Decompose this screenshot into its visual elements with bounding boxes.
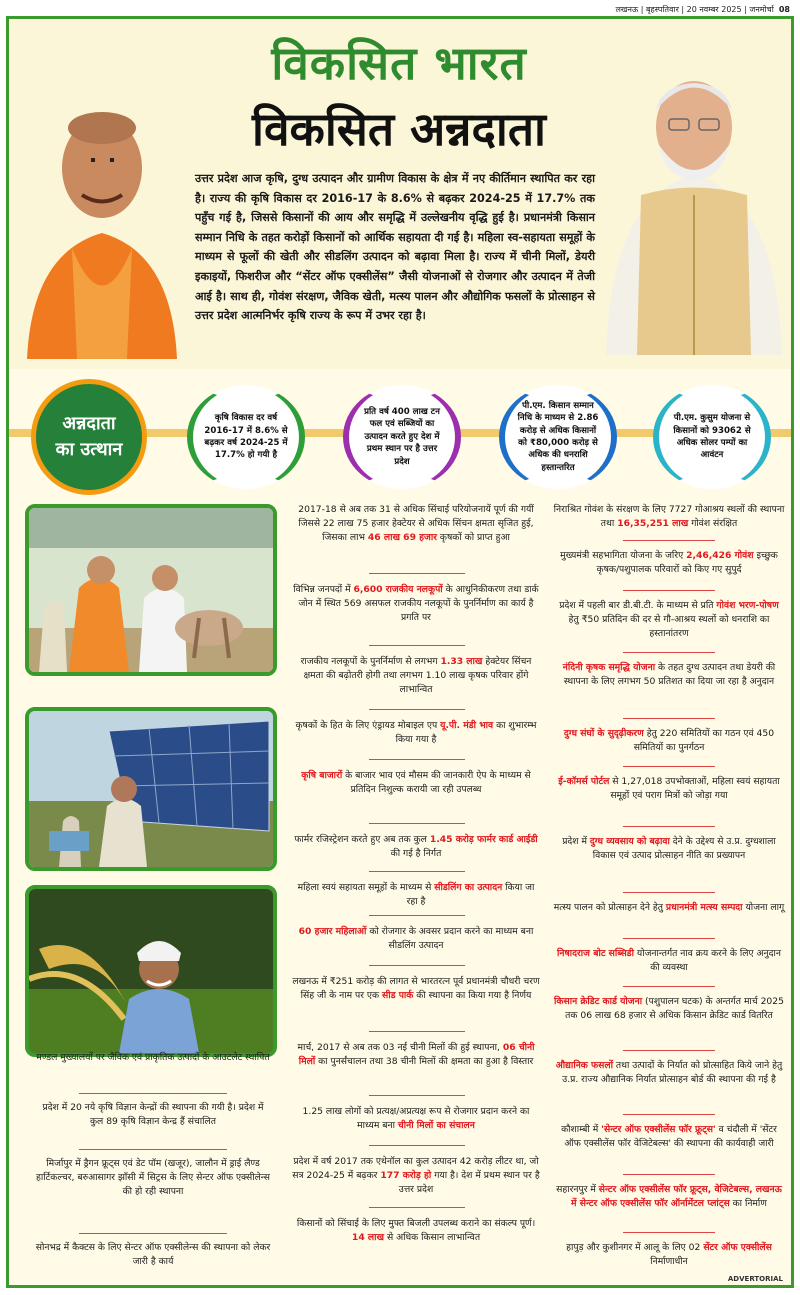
- divider: [369, 709, 465, 710]
- highlight-text: यू.पी. मंडी भाव: [440, 720, 494, 731]
- mid-col-item: कृषि बाजारों के बाजार भाव एवं मौसम की जानकारी ऐप के माध्यम से प्रतिदिन निशुल्क करायी जा रही उपलब्ध: [301, 770, 531, 795]
- mid-col-item: लखनऊ में ₹251 करोड़ की लागत से भारतरत्न पूर्व प्रधानमंत्री चौधरी चरण सिंह जी के नाम पर एक सीड पार्क की स्थापना का किया गया है निर्णय: [292, 976, 540, 1001]
- divider: [623, 590, 715, 591]
- divider: [79, 1093, 227, 1094]
- mid-col-item: राजकीय नलकूपों के पुनर्निर्माण से लगभग 1.33 लाख हेक्टेयर सिंचन क्षमता की बढ़ोतरी होगी तथा लगभग 1.10 लाख कृषक परिवार होंगे लाभान्वित: [300, 656, 532, 695]
- highlight-text: ई-कॉमर्स पोर्टल: [558, 776, 610, 787]
- highlight-text: सेन्टर ऑफ एक्सीलेंस फॉर फ्रूट्स, वेजिटेबल्स, लखनऊ में सेन्टर ऑफ एक्सीलेंस फॉर ऑर्नामेंटल प्लांट्स: [571, 1184, 782, 1209]
- highlight-text: नंदिनी कृषक समृद्धि योजना: [562, 662, 656, 673]
- highlight-text: दुग्ध व्यवसाय को बढ़ावा: [589, 836, 670, 847]
- mid-col-item: 60 हजार महिलाओं को रोजगार के अवसर प्रदान करने का माध्यम बना सीडलिंग उत्पादन: [298, 926, 534, 951]
- highlight-text: 2,46,426 गोवंश: [686, 550, 754, 561]
- highlight-text: 14 लाख: [351, 1232, 385, 1243]
- right-col-item: कौशाम्बी में 'सेन्टर ऑफ एक्सीलेंस फॉर फ्रूट्स' व चंदौली में 'सेंटर ऑफ एक्सीलेंस फॉर वेजिटेबल्स' की स्थापना की कार्यवाही जारी: [561, 1124, 777, 1149]
- right-col-item: निराश्रित गोवंश के संरक्षण के लिए 7727 गोआश्रय स्थलों की स्थापना तथा 16,35,251 लाख गोवंश संरक्षित: [553, 504, 785, 529]
- divider: [623, 826, 715, 827]
- divider: [623, 1050, 715, 1051]
- right-col-item: प्रदेश में दुग्ध व्यवसाय को बढ़ावा देने के उद्देश्य से उ.प्र. दुग्धशाला विकास एवं उत्पाद प्रोत्साहन नीति का प्रख्यापन: [562, 836, 776, 861]
- divider: [623, 652, 715, 653]
- divider: [623, 938, 715, 939]
- stat-circle-2: प्रति वर्ष 400 लाख टन फल एवं सब्जियों का उत्पादन करते हुए देश में प्रथम स्थान पर है उत्तर प्रदेश: [343, 385, 461, 489]
- advertorial-label: ADVERTORIAL: [727, 1275, 783, 1283]
- divider: [623, 1174, 715, 1175]
- right-col-item: किसान क्रेडिट कार्ड योजना (पशुपालन घटक) के अन्तर्गत मार्च 2025 तक 06 लाख 68 हजार से अधिक किसान क्रेडिट कार्ड वितरित: [554, 996, 784, 1021]
- right-col-item: प्रदेश में पहली बार डी.बी.टी. के माध्यम से प्रति गोवंश भरण-पोषण हेतु ₹50 प्रतिदिन की दर से गौ-आश्रय स्थलों को धनराशि का हस्तानांतरण: [559, 600, 779, 639]
- divider: [623, 892, 715, 893]
- highlight-text: दुग्ध संघों के सुदृढ़ीकरण: [563, 728, 644, 739]
- divider: [369, 573, 465, 574]
- highlight-text: सीड पार्क: [381, 990, 414, 1001]
- highlight-text: 6,600 राजकीय नलकूपों: [353, 584, 443, 595]
- highlight-text: 60 हजार महिलाओं: [298, 926, 367, 937]
- divider: [369, 645, 465, 646]
- highlight-text: चीनी मिलों का संचालन: [397, 1120, 475, 1131]
- highlight-text: गोवंश भरण-पोषण: [716, 600, 779, 611]
- headline-line-2: विकसित अन्नदाता: [252, 102, 546, 156]
- photo-cow-feeding: [25, 504, 277, 676]
- right-col-item: मुख्यमंत्री सहभागिता योजना के जरिए 2,46,426 गोवंश इच्छुक कृषक/पशुपालक परिवारों को किए गए सुपुर्द: [560, 550, 778, 575]
- headline-line-1: विकसित भारत: [271, 36, 527, 90]
- mid-col-item: 1.25 लाख लोगों को प्रत्यक्ष/अप्रत्यक्ष रूप से रोजगार प्रदान करने का माध्यम बना चीनी मिलों का संचालन: [302, 1106, 530, 1131]
- divider: [79, 1233, 227, 1234]
- divider: [369, 823, 465, 824]
- mid-col-item: 2017-18 से अब तक 31 से अधिक सिंचाई परियोजनायें पूर्ण की गयीं जिससे 22 लाख 75 हजार हेक्टेयर से अधिक सिंचन क्षमता सृजित हुई, जिसका लाभ 46 लाख 69 हजार कृषकों को प्राप्त हुआ: [298, 504, 534, 543]
- highlight-text: 46 लाख 69 हजार: [367, 532, 437, 543]
- divider: [369, 1031, 465, 1032]
- masthead: लखनऊ | बृहस्पतिवार | 20 नवम्बर 2025 | जनमोर्चा 08: [615, 5, 790, 14]
- highlight-text: 177 करोड़ हो: [380, 1170, 432, 1181]
- divider: [369, 1145, 465, 1146]
- mid-col-item: प्रदेश में वर्ष 2017 तक एथेनॉल का कुल उत्पादन 42 करोड़ लीटर था, जो सत्र 2024-25 में बढ़कर 177 करोड़ हो गया है। देश में प्रथम स्थान पर है उत्तर प्रदेश: [292, 1156, 540, 1195]
- highlight-band: [9, 371, 791, 499]
- left-col-item: प्रदेश में 20 नये कृषि विज्ञान केन्द्रों की स्थापना की गयी है। प्रदेश में कुल 89 कृषि विज्ञान केन्द्र हैं संचालित: [42, 1102, 264, 1127]
- right-col-item: दुग्ध संघों के सुदृढ़ीकरण हेतु 220 समितियों का गठन एवं 450 समितियों का पुनर्गठन: [563, 728, 775, 753]
- highlight-text: सेंटर ऑफ एक्सीलेंस: [703, 1242, 772, 1253]
- photo-farmer-harvest: [25, 885, 277, 1057]
- portrait-right: [601, 55, 787, 355]
- divider: [369, 1207, 465, 1208]
- divider: [623, 718, 715, 719]
- right-col-item: ई-कॉमर्स पोर्टल से 1,27,018 उपभोक्ताओं, महिला स्वयं सहायता समूहों एवं पराग मित्रों को जोड़ा गया: [558, 776, 780, 801]
- divider: [369, 915, 465, 916]
- intro-paragraph: उत्तर प्रदेश आज कृषि, दुग्ध उत्पादन और ग्रामीण विकास के क्षेत्र में नए कीर्तिमान स्थापित कर रहा है। राज्य की कृषि विकास दर 2016-17 के 8.6% से बढ़कर 2024-25 में 17.7% तक पहुँच गई है, जिससे किसानों की आय और समृद्धि में उल्लेखनीय वृद्धि हुई है। प्रधानमंत्री किसान सम्मान निधि के तहत करोड़ों किसानों को आर्थिक सहायता दी गई है। महिला स्व-सहायता समूहों के माध्यम से फूलों की खेती और सीडलिंग उत्पादन को बढ़ावा मिला है। राज्य में चीनी मिलों, डेयरी इकाइयों, फिशरीज और “सेंटर ऑफ एक्सीलेंस” जैसी योजनाओं से रोजगार और उत्पादन में तेजी आई है। साथ ही, गोवंश संरक्षण, जैविक खेती, मत्स्य पालन और औद्योगिक फसलों के प्रोत्साहन से उत्तर प्रदेश आत्मनिर्भर कृषि राज्य के रूप में उभर रहा है।: [195, 172, 595, 323]
- highlight-text: प्रधानमंत्री मत्स्य सम्पदा: [665, 902, 743, 913]
- divider: [79, 1149, 227, 1150]
- stat-circle-1: कृषि विकास दर वर्ष 2016-17 में 8.6% से बढ़कर वर्ष 2024-25 में 17.7% हो गयी है: [187, 385, 305, 489]
- right-col-item: सहारनपुर में सेन्टर ऑफ एक्सीलेंस फॉर फ्रूट्स, वेजिटेबल्स, लखनऊ में सेन्टर ऑफ एक्सीलेंस फॉर ऑर्नामेंटल प्लांट्स का निर्माण: [556, 1184, 782, 1209]
- highlight-text: कृषि बाजारों: [301, 770, 343, 781]
- divider: [369, 759, 465, 760]
- highlight-text: 'सेन्टर ऑफ एक्सीलेंस फॉर फ्रूट्स': [601, 1124, 716, 1135]
- left-col-item: मिर्जापुर में ड्रैगन फ्रूट्स एवं डेट पॉम (खजूर), जालौन में ड्राई लैण्ड हार्टिकल्चर, बरुआसागर झाँसी में सिट्रस के लिए सेन्टर ऑफ एक्सीलेन्स की हो रही स्थापना: [36, 1158, 270, 1197]
- divider: [369, 1095, 465, 1096]
- highlight-text: 1.33 लाख: [440, 656, 483, 667]
- stat-circle-4: पी.एम. कुसुम योजना से किसानों को 93062 से अधिक सोलर पम्पों का आवंटन: [653, 385, 771, 489]
- divider: [623, 986, 715, 987]
- right-col-item: औद्यानिक फसलों तथा उत्पादों के निर्यात को प्रोत्साहित किये जाने हेतु उ.प्र. राज्य औद्यानिक निर्यात प्रोत्साहन बोर्ड की स्थापना की गई है: [555, 1060, 783, 1085]
- stat-circle-3: पी.एम. किसान सम्मान निधि के माध्यम से 2.86 करोड़ से अधिक किसानों को ₹80,000 करोड़ से अधिक की धनराशि हस्तान्तरित: [499, 385, 617, 489]
- right-col-item: मत्स्य पालन को प्रोत्साहन देने हेतु प्रधानमंत्री मत्स्य सम्पदा योजना लागू: [553, 902, 785, 913]
- divider: [623, 540, 715, 541]
- mid-col-item: फार्मर रजिस्ट्रेशन करते हुए अब तक कुल 1.45 करोड़ फार्मर कार्ड आईडी की गई है निर्गत: [294, 834, 538, 859]
- photo-solar-pump: [25, 707, 277, 871]
- band-title-circle: अन्नदाता का उत्थान: [31, 379, 147, 495]
- divider: [623, 766, 715, 767]
- divider: [623, 1114, 715, 1115]
- left-col-item: मण्डल मुख्यालयों पर जैविक एवं प्राकृतिक उत्पादों के आउटलेट स्थापित: [36, 1052, 270, 1063]
- highlight-text: 16,35,251 लाख: [617, 518, 689, 529]
- divider: [369, 871, 465, 872]
- page-number: 08: [778, 5, 790, 14]
- highlight-text: निषादराज बोट सब्सिडी: [557, 948, 634, 959]
- highlight-text: औद्यानिक फसलों: [555, 1060, 613, 1071]
- divider: [623, 1232, 715, 1233]
- mid-col-item: विभिन्न जनपदों में 6,600 राजकीय नलकूपों के आधुनिकीकरण तथा डार्क जोन में स्थित 569 असफल राजकीय नलकूपों के पुनर्निर्माण का कार्य है प्रगति पर: [293, 584, 539, 623]
- highlight-text: सीडलिंग का उत्पादन: [434, 882, 503, 893]
- highlight-text: 06 चीनी मिलों: [298, 1042, 535, 1067]
- mid-col-item: कृषकों के हित के लिए एंड्रायड मोबाइल एप यू.पी. मंडी भाव का शुभारम्भ किया गया है: [295, 720, 537, 745]
- divider: [369, 965, 465, 966]
- mid-col-item: महिला स्वयं सहायता समूहों के माध्यम से सीडलिंग का उत्पादन किया जा रहा है: [297, 882, 535, 907]
- mid-col-item: मार्च, 2017 से अब तक 03 नई चीनी मिलों की हुई स्थापना, 06 चीनी मिलों का पुनर्संचालन तथा 38 चीनी मिलों की क्षमता का हुआ है विस्तार: [297, 1042, 535, 1067]
- mid-col-item: किसानों को सिंचाई के लिए मुफ्त बिजली उपलब्ध कराने का संकल्प पूर्ण। 14 लाख से अधिक किसान लाभान्वित: [296, 1218, 536, 1243]
- right-col-item: हापुड़ और कुशीनगर में आलू के लिए 02 सेंटर ऑफ एक्सीलेंस निर्माणाधीन: [566, 1242, 772, 1267]
- left-col-item: सोनभद्र में कैक्टस के लिए सेन्टर ऑफ एक्सीलेन्स की स्थापना को लेकर जारी है कार्य: [35, 1242, 271, 1267]
- highlight-text: किसान क्रेडिट कार्ड योजना: [554, 996, 643, 1007]
- highlight-text: 1.45 करोड़ फार्मर कार्ड आईडी: [429, 834, 538, 845]
- advertorial-frame: [6, 16, 794, 1288]
- right-col-item: निषादराज बोट सब्सिडी योजनान्तर्गत नाव क्रय करने के लिए अनुदान की व्यवस्था: [557, 948, 781, 973]
- right-col-item: नंदिनी कृषक समृद्धि योजना के तहत दुग्ध उत्पादन तथा डेयरी की स्थापना के लिए लगभग 50 प्रतिशत का दिया जा रहा है अनुदान: [562, 662, 776, 687]
- portrait-left: [17, 83, 187, 359]
